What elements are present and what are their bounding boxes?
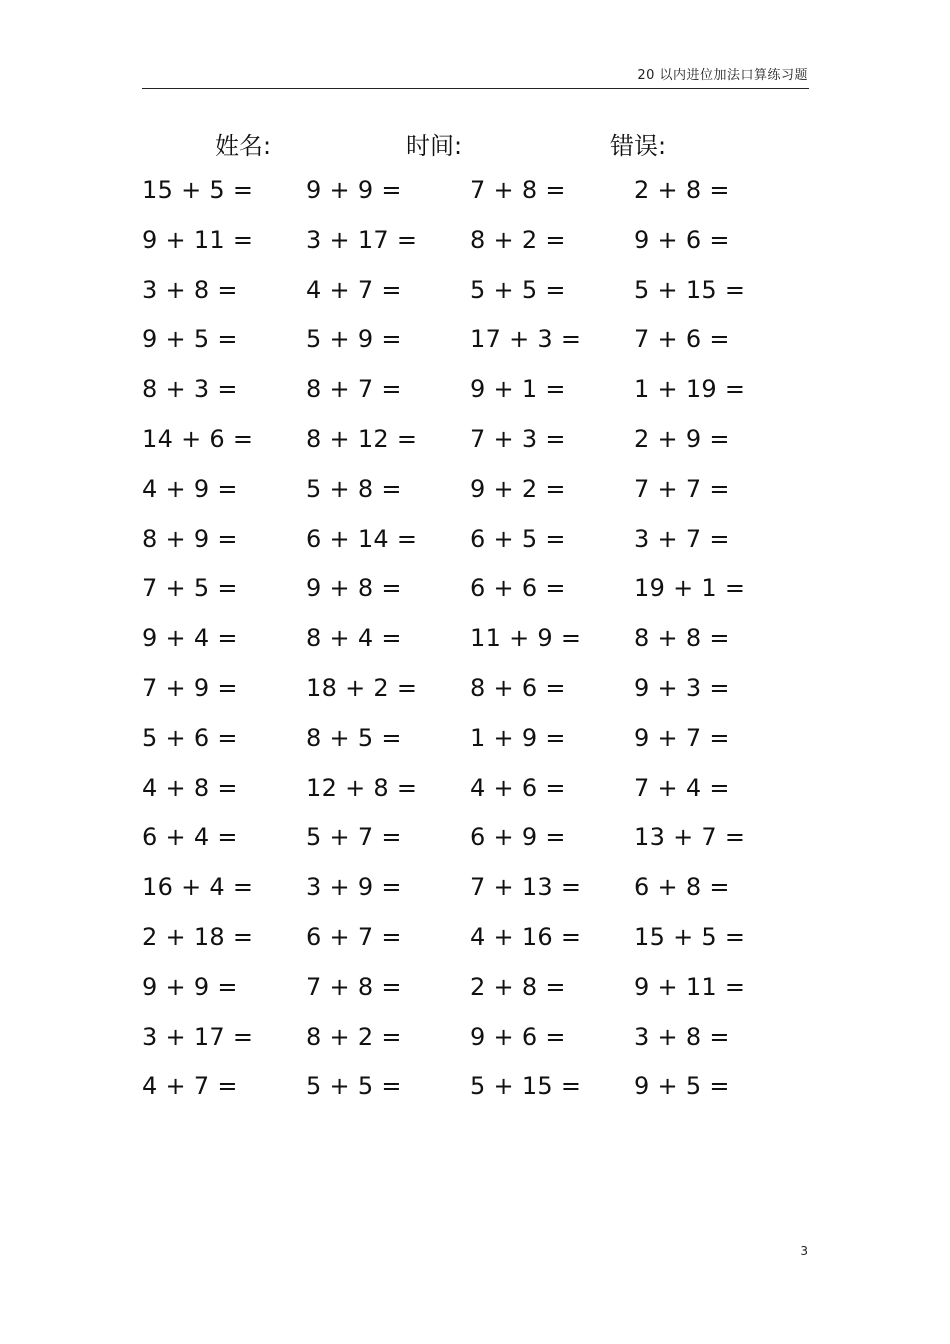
problem-item: 5 + 15 = xyxy=(470,1072,582,1101)
problem-row xyxy=(0,1013,950,1063)
problem-item: 9 + 9 = xyxy=(142,972,238,1001)
problem-item: 11 + 9 = xyxy=(470,624,582,653)
problem-item: 2 + 18 = xyxy=(142,922,254,951)
problem-item: 4 + 9 = xyxy=(142,474,238,503)
problem-row xyxy=(0,913,950,963)
problem-item: 13 + 7 = xyxy=(634,823,746,852)
problem-item: 4 + 16 = xyxy=(470,922,582,951)
problem-item: 7 + 13 = xyxy=(470,873,582,902)
problem-item: 2 + 8 = xyxy=(470,972,566,1001)
problem-item: 2 + 8 = xyxy=(634,176,730,204)
problem-row xyxy=(0,664,950,714)
problem-row xyxy=(0,415,950,465)
problem-item: 9 + 6 = xyxy=(470,1022,566,1051)
problem-row xyxy=(0,266,950,316)
problem-item: 8 + 3 = xyxy=(142,375,238,404)
problem-item: 2 + 9 = xyxy=(634,424,730,453)
time-field-label: 时间: xyxy=(406,132,463,160)
problem-row xyxy=(0,813,950,863)
problem-item: 9 + 6 = xyxy=(634,225,730,254)
problem-item: 5 + 7 = xyxy=(306,823,402,852)
errors-field-label: 错误: xyxy=(610,132,667,160)
problem-row xyxy=(0,564,950,614)
problem-item: 7 + 6 = xyxy=(634,325,730,354)
problem-item: 9 + 4 = xyxy=(142,624,238,653)
problem-item: 3 + 7 = xyxy=(634,524,730,553)
problem-item: 6 + 9 = xyxy=(470,823,566,852)
problem-item: 3 + 17 = xyxy=(142,1022,254,1051)
header-divider xyxy=(142,88,809,89)
problem-item: 3 + 8 = xyxy=(634,1022,730,1051)
problem-row xyxy=(0,515,950,565)
problem-item: 4 + 7 = xyxy=(142,1072,238,1101)
problem-item: 15 + 5 = xyxy=(634,922,746,951)
problem-item: 8 + 8 = xyxy=(634,624,730,653)
problem-item: 4 + 8 = xyxy=(142,773,238,802)
problem-item: 9 + 7 = xyxy=(634,723,730,752)
problem-item: 7 + 8 = xyxy=(470,176,566,204)
problem-item: 17 + 3 = xyxy=(470,325,582,354)
problem-row xyxy=(0,863,950,913)
problem-item: 7 + 5 = xyxy=(142,574,238,603)
problem-item: 8 + 6 = xyxy=(470,673,566,702)
problem-row xyxy=(0,714,950,764)
problem-item: 3 + 9 = xyxy=(306,873,402,902)
problem-item: 7 + 4 = xyxy=(634,773,730,802)
problem-item: 8 + 2 = xyxy=(470,225,566,254)
problem-item: 5 + 15 = xyxy=(634,275,746,304)
problem-item: 6 + 5 = xyxy=(470,524,566,553)
problem-item: 1 + 19 = xyxy=(634,375,746,404)
problem-item: 7 + 3 = xyxy=(470,424,566,453)
problem-row xyxy=(0,216,950,266)
problem-row xyxy=(0,315,950,365)
problem-item: 9 + 5 = xyxy=(142,325,238,354)
problem-item: 8 + 2 = xyxy=(306,1022,402,1051)
problem-row xyxy=(0,166,950,216)
problem-item: 15 + 5 = xyxy=(142,176,254,204)
problem-item: 6 + 4 = xyxy=(142,823,238,852)
problem-row xyxy=(0,764,950,814)
problem-item: 8 + 12 = xyxy=(306,424,418,453)
problem-item: 6 + 14 = xyxy=(306,524,418,553)
problem-item: 9 + 11 = xyxy=(142,225,254,254)
problem-item: 9 + 11 = xyxy=(634,972,746,1001)
problem-row xyxy=(0,1062,950,1112)
problem-item: 8 + 7 = xyxy=(306,375,402,404)
problem-row xyxy=(0,465,950,515)
problem-item: 4 + 7 = xyxy=(306,275,402,304)
problem-item: 8 + 9 = xyxy=(142,524,238,553)
problem-item: 6 + 8 = xyxy=(634,873,730,902)
problem-item: 5 + 5 = xyxy=(470,275,566,304)
problem-item: 9 + 9 = xyxy=(306,176,402,204)
problem-item: 5 + 5 = xyxy=(306,1072,402,1101)
problem-item: 14 + 6 = xyxy=(142,424,254,453)
page-header-title: 20 以内进位加法口算练习题 xyxy=(637,68,808,83)
problem-item: 5 + 9 = xyxy=(306,325,402,354)
problem-item: 7 + 8 = xyxy=(306,972,402,1001)
problem-item: 9 + 5 = xyxy=(634,1072,730,1101)
problem-item: 6 + 7 = xyxy=(306,922,402,951)
problem-item: 9 + 1 = xyxy=(470,375,566,404)
problem-item: 7 + 7 = xyxy=(634,474,730,503)
problem-item: 18 + 2 = xyxy=(306,673,418,702)
problem-item: 19 + 1 = xyxy=(634,574,746,603)
name-field-label: 姓名: xyxy=(215,132,272,160)
page-number: 3 xyxy=(800,1244,808,1258)
problem-item: 3 + 17 = xyxy=(306,225,418,254)
problem-item: 1 + 9 = xyxy=(470,723,566,752)
problem-row xyxy=(0,614,950,664)
problem-item: 8 + 5 = xyxy=(306,723,402,752)
problem-item: 12 + 8 = xyxy=(306,773,418,802)
problem-item: 6 + 6 = xyxy=(470,574,566,603)
problem-row xyxy=(0,963,950,1013)
problem-item: 4 + 6 = xyxy=(470,773,566,802)
problem-item: 16 + 4 = xyxy=(142,873,254,902)
problem-item: 8 + 4 = xyxy=(306,624,402,653)
problem-item: 9 + 3 = xyxy=(634,673,730,702)
problem-item: 9 + 8 = xyxy=(306,574,402,603)
problem-item: 3 + 8 = xyxy=(142,275,238,304)
problem-item: 5 + 6 = xyxy=(142,723,238,752)
problem-row xyxy=(0,365,950,415)
problem-item: 7 + 9 = xyxy=(142,673,238,702)
problems-grid xyxy=(0,166,950,1112)
problem-item: 9 + 2 = xyxy=(470,474,566,503)
problem-item: 5 + 8 = xyxy=(306,474,402,503)
